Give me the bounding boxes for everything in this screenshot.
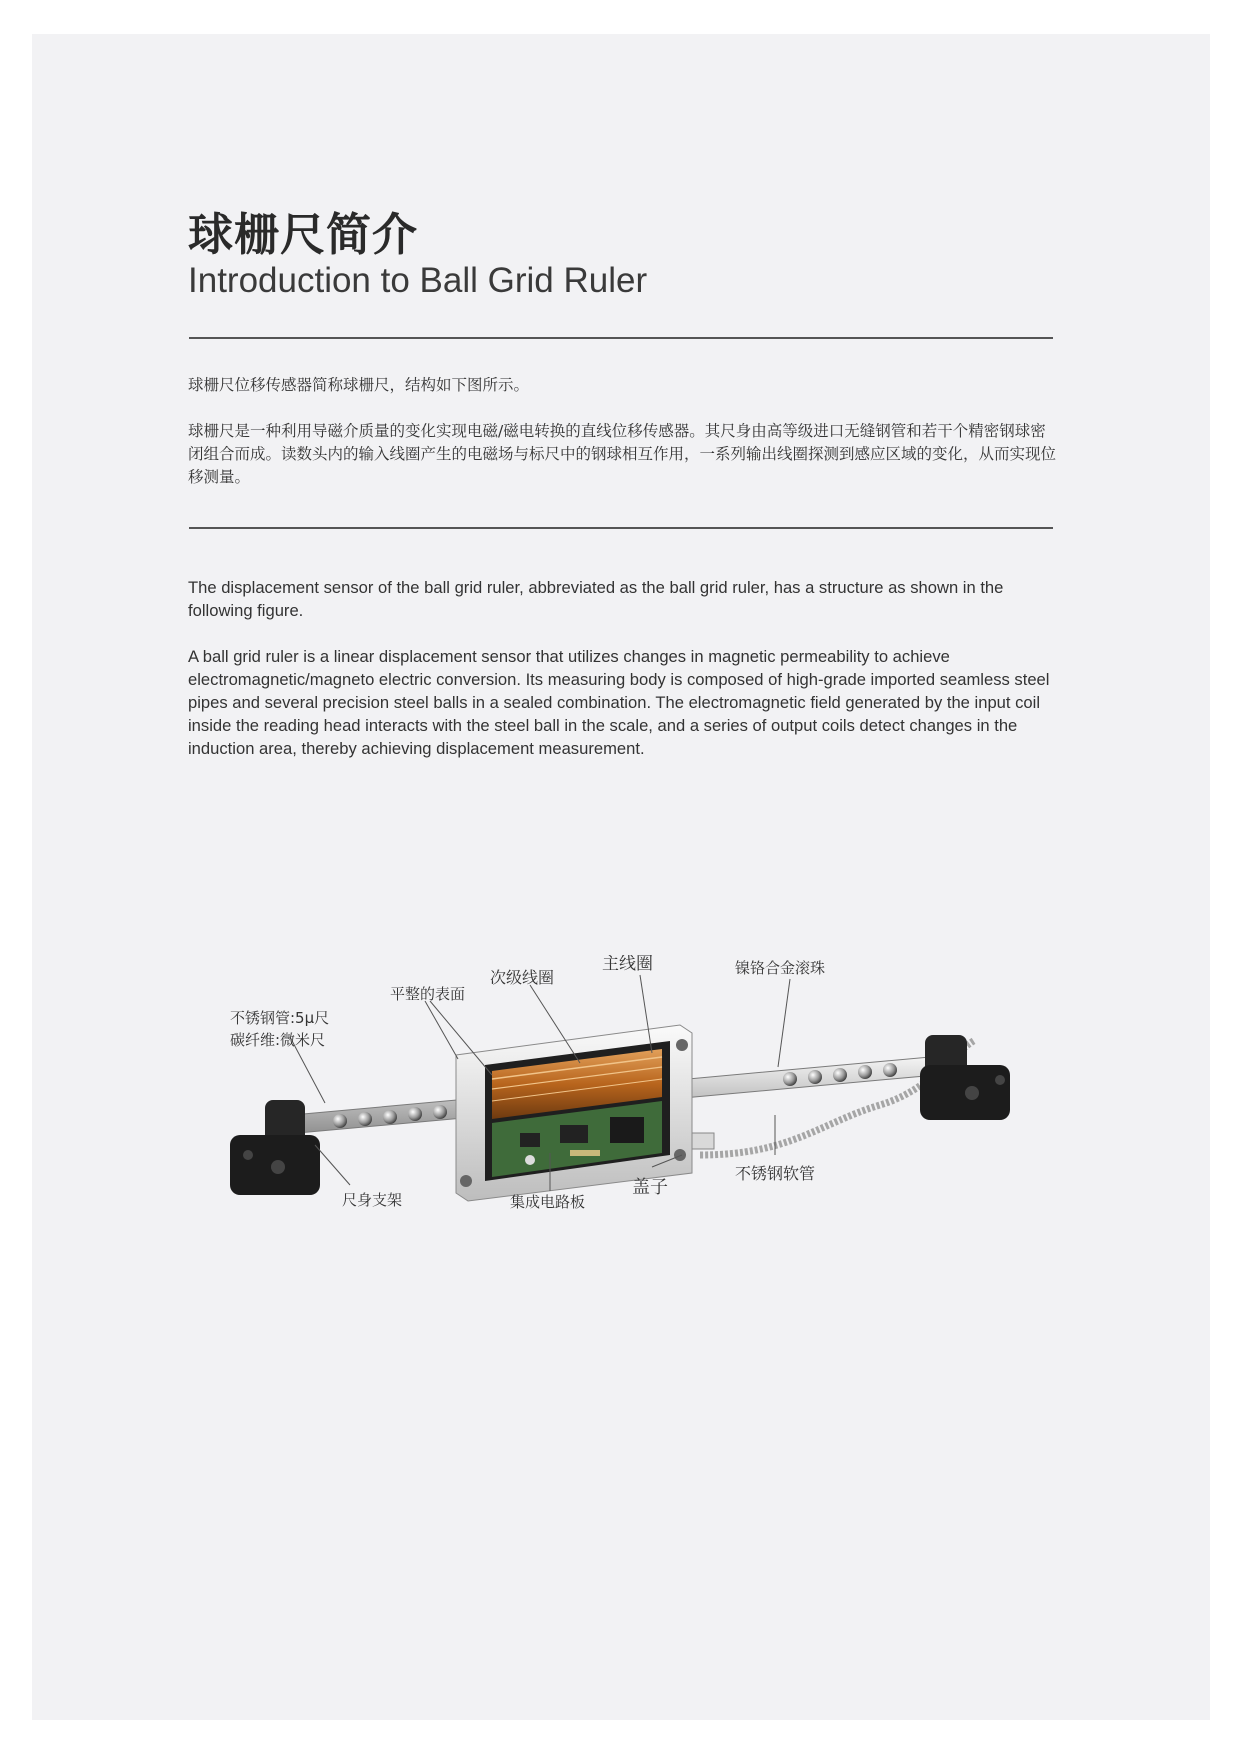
- intro-en-paragraph-1: The displacement sensor of the ball grid ruler, abbreviated as the ball grid ruler, has a structure as shown in the following figure.: [188, 578, 1004, 620]
- cover-cap: [692, 1133, 714, 1149]
- label-circuit-board: 集成电路板: [510, 1193, 586, 1211]
- structure-diagram: [230, 955, 1050, 1255]
- page-title-en: Introduction to Ball Grid Ruler: [188, 261, 648, 300]
- divider-top: [189, 337, 1053, 339]
- intro-cn-paragraph-1: 球栅尺位移传感器简称球栅尺，结构如下图所示。: [188, 376, 530, 394]
- intro-en-paragraph-2: A ball grid ruler is a linear displacement sensor that utilizes changes in magnetic permeability to achieve electromagnetic/magneto electric conversion. Its measuring body is composed of high-grade imported seamless steel pipes and several precision steel balls in a sealed combination. The electromagnetic field generated by the input coil inside the reading head interacts with the steel ball in the scale, and a series of output coils detect changes in the induction area, thereby achieving displacement measurement.: [188, 647, 1050, 758]
- intro-cn-paragraph-2: 球栅尺是一种利用导磁介质量的变化实现电磁/磁电转换的直线位移传感器。其尺身由高等级进口无缝钢管和若干个精密钢球密闭组合而成。读数头内的输入线圈产生的电磁场与标尺中的钢球相互作用，一系列输出线圈探测到感应区域的变化，从而实现位移测量。: [188, 422, 1057, 486]
- label-flat-surface: 平整的表面: [390, 985, 466, 1003]
- label-secondary-coil: 次级线圈: [490, 968, 555, 987]
- label-bracket: 尺身支架: [342, 1191, 403, 1209]
- right-bracket: [920, 1035, 1010, 1120]
- label-primary-coil: 主线圈: [602, 955, 653, 974]
- reading-head: [456, 1025, 692, 1201]
- page-title-cn: 球栅尺简介: [188, 208, 419, 261]
- ball-grid-ruler-figure: [230, 955, 1050, 1255]
- label-hose: 不锈钢软管: [735, 1164, 816, 1183]
- divider-middle: [189, 527, 1053, 529]
- label-cover: 盖子: [632, 1177, 668, 1198]
- label-tube-line1: 不锈钢管:5μ尺: [230, 1009, 330, 1027]
- label-tube-line2: 碳纤维:微米尺: [230, 1031, 326, 1049]
- label-alloy-balls: 镍铬合金滚珠: [735, 959, 826, 977]
